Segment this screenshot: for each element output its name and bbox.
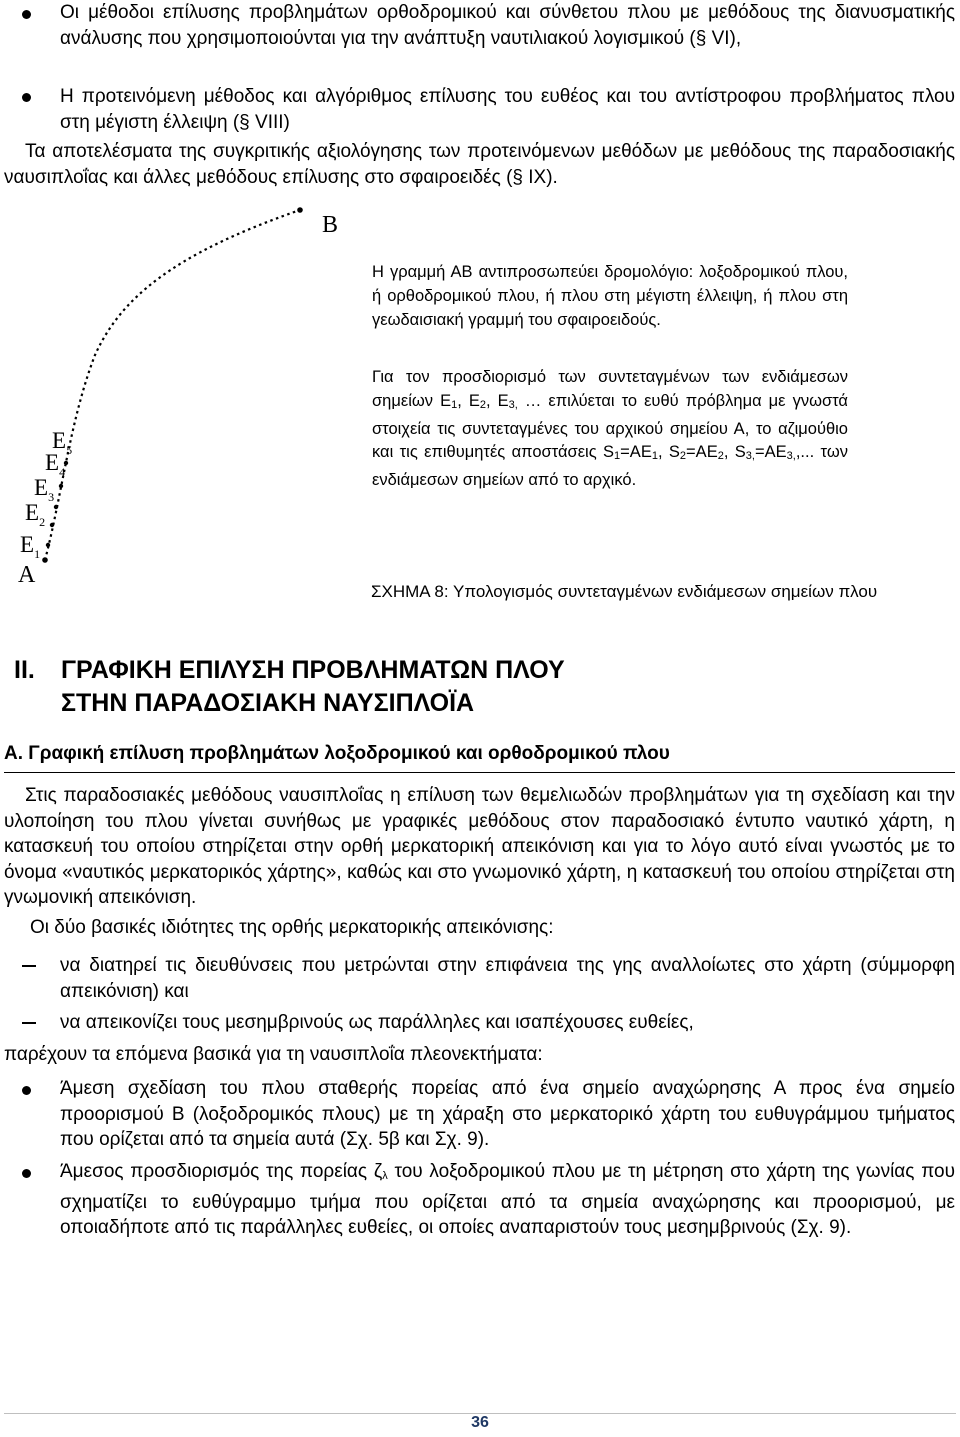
dash-item-1: να διατηρεί τις διευθύνσεις που μετρώνται στην επιφάνεια της γης αναλλοίωτες στο χάρτη (σύμμορφη απεικόνιση) και	[60, 955, 955, 1002]
dash-item-2: να απεικονίζει τους μεσημβρινούς ως παράλληλες και ισαπέχουσες ευθείες,	[60, 1012, 694, 1033]
bullet-marker	[22, 1169, 31, 1178]
intro-paragraph: Τα αποτελέσματα της συγκριτικής αξιολόγησης των προτεινόμενων μεθόδων με μεθόδους της παραδοσιακής ναυσιπλοΐας και άλλες μεθόδους επίλυσης στο σφαιροειδές (§ IX).	[4, 141, 955, 188]
section-number: II.	[14, 656, 35, 684]
point-a	[42, 557, 48, 563]
route-curve	[45, 210, 300, 560]
figure-description-2: Για τον προσδιορισμό των συντεταγμένων των ενδιάμεσων σημείων $E_1$, $E_2$, $E_{3,}$ … επιλύεται το ευθύ πρόβλημα με γνωστά στοιχεία τις συντεταγμένες του αρχικού σημείου Α, το αζιμούθιο και τις επιθυμητές αποστάσεις $S_1=AE_1$, $S_2=AE_2$, $S_{3,}=AE_{3,}$,... των ενδιάμεσων σημείων από το αρχικό.	[372, 368, 848, 490]
section-title-line-2: ΣΤΗΝ ΠΑΡΑΔΟΣΙΑΚΗ ΝΑΥΣΙΠΛΟΪΑ	[61, 689, 475, 717]
bullet-marker	[22, 10, 31, 19]
body-paragraph-2: Οι δύο βασικές ιδιότητες της ορθής μερκατορικής απεικόνισης:	[30, 917, 554, 938]
label-e2: $E_2$	[25, 500, 46, 529]
bullet-marker	[22, 1086, 31, 1095]
section-title-line-1: ΓΡΑΦΙΚΗ ΕΠΙΛΥΣΗ ΠΡΟΒΛΗΜΑΤΩΝ ΠΛΟΥ	[61, 656, 565, 684]
point-e2	[50, 523, 54, 527]
subsection-title: Α. Γραφική επίλυση προβλημάτων λοξοδρομικού και ορθοδρομικού πλου	[4, 743, 670, 764]
label-e5: $E_5$	[52, 428, 73, 457]
label-e3: $E_3$	[34, 475, 55, 504]
point-e4	[59, 484, 63, 488]
point-e3	[54, 505, 58, 509]
dash-marker	[22, 1022, 36, 1024]
body-paragraph-3: παρέχουν τα επόμενα βασικά για τη ναυσιπλοΐα πλεονεκτήματα:	[4, 1044, 543, 1065]
label-e1: $E_1$	[20, 532, 41, 561]
point-b	[297, 207, 303, 213]
label-b: B	[322, 212, 339, 238]
intro-bullet-1: Οι μέθοδοι επίλυσης προβλημάτων ορθοδρομικού και σύνθετου πλου με μεθόδους της διανυσματικής ανάλυσης που χρησιμοποιούνται για την ανάπτυξη ναυτιλιακού λογισμικού (§ VI),	[60, 2, 955, 49]
intro-bullet-2: Η προτεινόμενη μέθοδος και αλγόριθμος επίλυσης του ευθέος και του αντίστροφου προβλήματος πλου στη μέγιστη έλλειψη (§ VIII)	[60, 86, 955, 133]
subsection-underline	[4, 772, 955, 773]
label-a: A	[18, 562, 36, 588]
body-paragraph-1: Στις παραδοσιακές μεθόδους ναυσιπλοΐας η επίλυση των θεμελιωδών προβλημάτων για τη σχεδίαση και την υλοποίηση του πλου γίνεται συνήθως με γραφικές μεθόδους στον παραδοσιακό έντυπο ναυτικό χάρτη, η κατασκευή του οποίου στηρίζεται στην ορθή μερκατορική απεικόνιση και για το λόγο αυτό είναι γνωστός με το όνομα «ναυτικός μερκατορικός χάρτης», καθώς και στο γνωμονικό χάρτη, η κατασκευή του οποίου στηρίζεται στη γνωμονική απεικόνιση.	[4, 785, 955, 908]
route-points	[42, 207, 303, 563]
figure-caption: ΣΧΗΜΑ 8: Υπολογισμός συντεταγμένων ενδιάμεσων σημείων πλου	[371, 582, 878, 601]
point-e1	[46, 543, 50, 547]
label-e4: $E_4$	[45, 450, 66, 479]
figure-description-1: Η γραμμή ΑΒ αντιπροσωπεύει δρομολόγιο: λοξοδρομικού πλου, ή ορθοδρομικού πλου, ή πλου στη μέγιστη έλλειψη, ή πλου στη γεωδαισιακή γραμμή του σφαιροειδούς.	[372, 263, 848, 329]
body-bullet-2: Άμεσος προσδιορισμός της πορείας $\zeta_\lambda$ του λοξοδρομικού πλου με τη μέτρηση στο χάρτη της γωνίας που σχηματίζει το ευθύγραμμο τμήμα που ορίζεται από τα σημεία αναχώρησης και προορισμού, με οποιαδήποτε από τις παράλληλες ευθείες, οι οποίες αναπαριστούν τους μεσημβρινούς (Σχ. 9).	[60, 1161, 955, 1238]
dash-marker	[22, 965, 36, 967]
route-figure	[10, 205, 350, 595]
bullet-marker	[22, 93, 31, 102]
body-bullet-1: Άμεση σχεδίαση του πλου σταθερής πορείας από ένα σημείο αναχώρησης Α προς ένα σημείο προορισμού Β (λοξοδρομικός πλους) με τη χάραξη στο μερκατορικό χάρτη του ευθυγράμμου τμήματος που ορίζεται από τα σημεία αυτά (Σχ. 5β και Σχ. 9).	[60, 1078, 955, 1150]
page-number: 36	[471, 1414, 489, 1431]
